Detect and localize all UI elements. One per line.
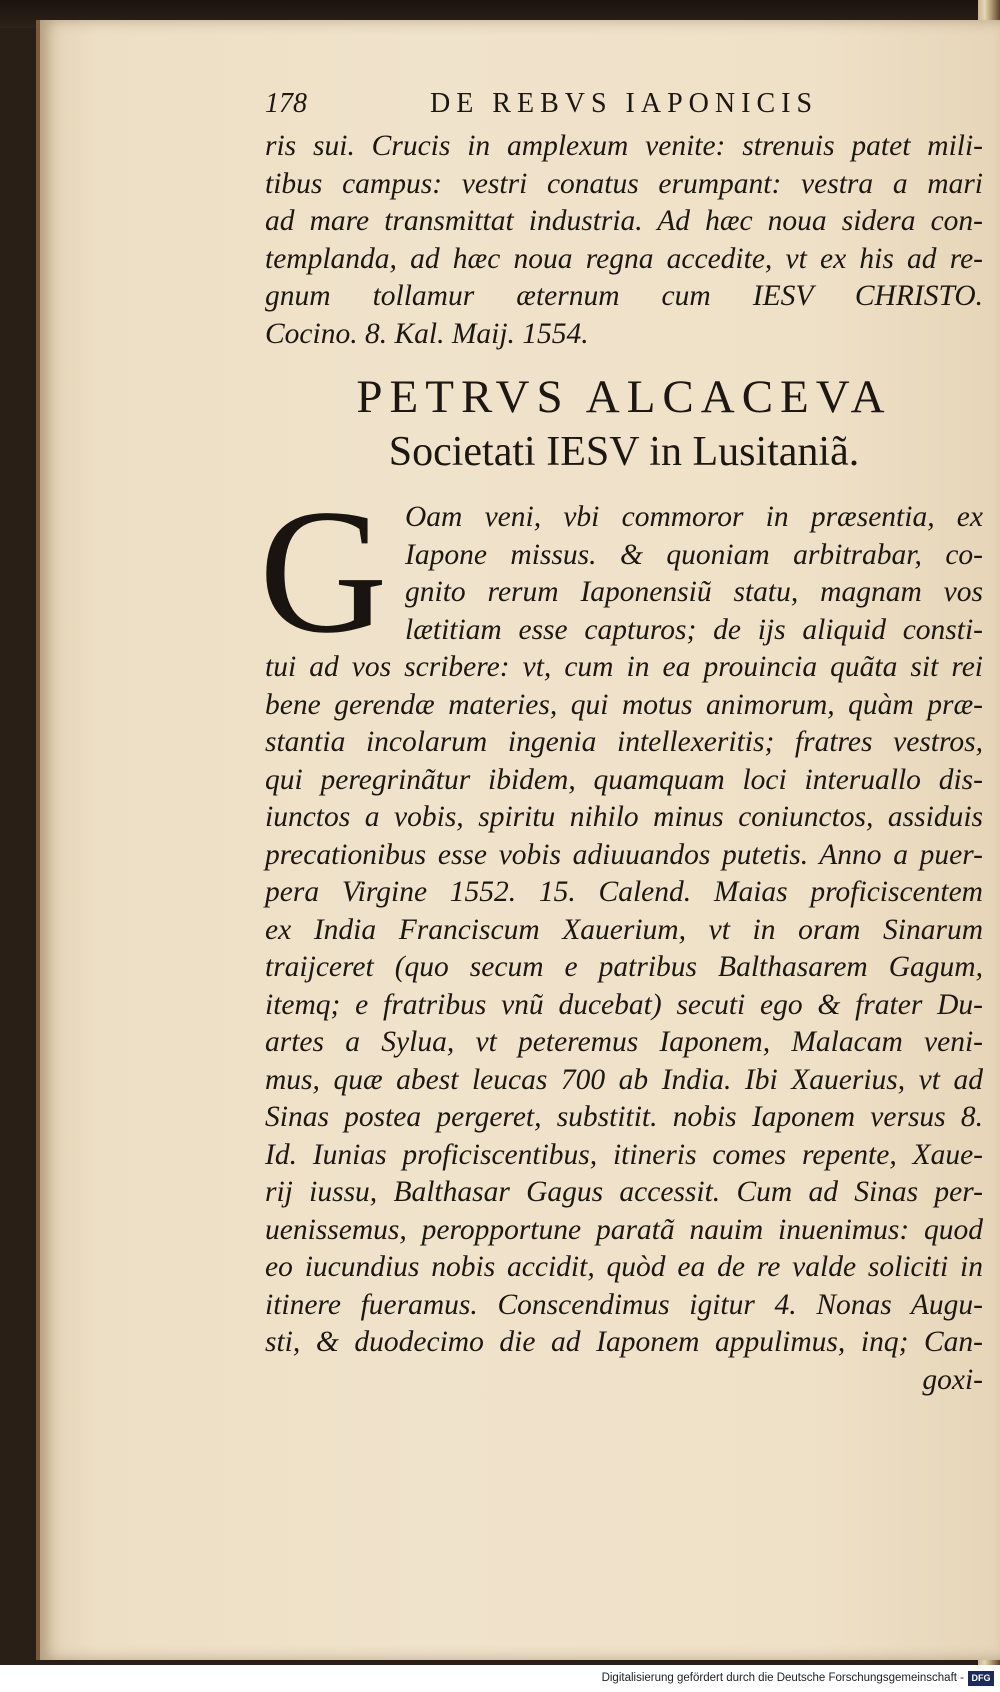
text-line: gnito rerum Iaponensiũ statu, magnam vos bbox=[405, 576, 983, 608]
dfg-logo: DFG bbox=[968, 1671, 994, 1686]
page-text bbox=[259, 88, 983, 1399]
text-line: stantia incolarum ingenia intellexeritis; fratres vestros, bbox=[265, 726, 983, 758]
text-line: sti, & duodecimo die ad Iaponem appulimus, inq; Can- bbox=[265, 1326, 983, 1358]
opening-paragraph bbox=[265, 128, 983, 353]
drop-cap: G bbox=[259, 472, 388, 670]
text-line: artes a Sylua, vt peteremus Iaponem, Malacam veni- bbox=[265, 1026, 983, 1058]
text-line: rij iussu, Balthasar Gagus accessit. Cum ad Sinas per- bbox=[265, 1176, 983, 1208]
letter-subtitle: Societati IESV in Lusitaniã. bbox=[388, 429, 860, 475]
text-line: Sinas postea pergeret, substitit. nobis Iaponem versus 8. bbox=[265, 1101, 983, 1133]
text-line: Iapone missus. & quoniam arbitrabar, co- bbox=[405, 538, 983, 571]
text-line: gnum tollamur æternum cum IESV CHRISTO. bbox=[265, 280, 983, 312]
letter-title: PETRVS ALCACEVA bbox=[356, 371, 892, 423]
catchword: goxi- bbox=[922, 1363, 983, 1396]
text-line: pera Virgine 1552. 15. Calend. Maias proficiscentem bbox=[265, 876, 983, 908]
text-line: eo iucundius nobis accidit, quòd ea de re valde soliciti in bbox=[265, 1251, 983, 1283]
text-line: tui ad vos scribere: vt, cum in ea prouincia quãta sit rei bbox=[265, 651, 983, 683]
text-line: qui peregrinãtur ibidem, quamquam loci interuallo dis- bbox=[265, 763, 983, 796]
digitization-footer bbox=[0, 1668, 1000, 1692]
text-line: templanda, ad hæc noua regna accedite, vt ex his ad re- bbox=[265, 242, 983, 275]
text-line: Id. Iunias proficiscentibus, itineris comes repente, Xaue- bbox=[265, 1138, 983, 1171]
text-line: precationibus esse vobis adiuuandos putetis. Anno a puer- bbox=[265, 838, 983, 871]
text-line: tibus campus: vestri conatus erumpant: vestra a mari bbox=[265, 167, 983, 200]
text-line: itinere fueramus. Conscendimus igitur 4. Nonas Augu- bbox=[265, 1288, 983, 1321]
running-title: DE REBVS IAPONICIS bbox=[429, 88, 819, 119]
text-line: traijceret (quo secum e patribus Balthasarem Gagum, bbox=[265, 951, 983, 983]
text-line: ris sui. Crucis in amplexum venite: strenuis patet mili- bbox=[265, 130, 983, 162]
page-header bbox=[265, 88, 983, 128]
text-line: ad mare transmittat industria. Ad hæc noua sidera con- bbox=[265, 205, 983, 237]
letter-body bbox=[259, 472, 983, 1399]
text-line: bene gerendæ materies, qui motus animorum, quàm præ- bbox=[265, 688, 983, 721]
text-line: Cocino. 8. Kal. Maij. 1554. bbox=[265, 317, 589, 350]
text-line: ex India Franciscum Xauerium, vt in oram Sinarum bbox=[265, 913, 983, 946]
page-number: 178 bbox=[265, 88, 307, 119]
funding-credit: Digitalisierung gefördert durch die Deutsche Forschungsgemeinschaft - bbox=[601, 1672, 964, 1684]
text-line: lætitiam esse capturos; de ijs aliquid consti- bbox=[405, 613, 983, 646]
text-line: iunctos a vobis, spiritu nihilo minus coniunctos, assiduis bbox=[265, 801, 983, 833]
text-line: uenissemus, peropportune paratã nauim inuenimus: quod bbox=[265, 1213, 983, 1246]
text-line: itemq; e fratribus vnũ ducebat) secuti ego & frater Du- bbox=[265, 988, 983, 1021]
text-line: mus, quæ abest leucas 700 ab India. Ibi Xauerius, vt ad bbox=[265, 1063, 983, 1096]
text-line: Oam veni, vbi commoror in præsentia, ex bbox=[405, 501, 983, 533]
